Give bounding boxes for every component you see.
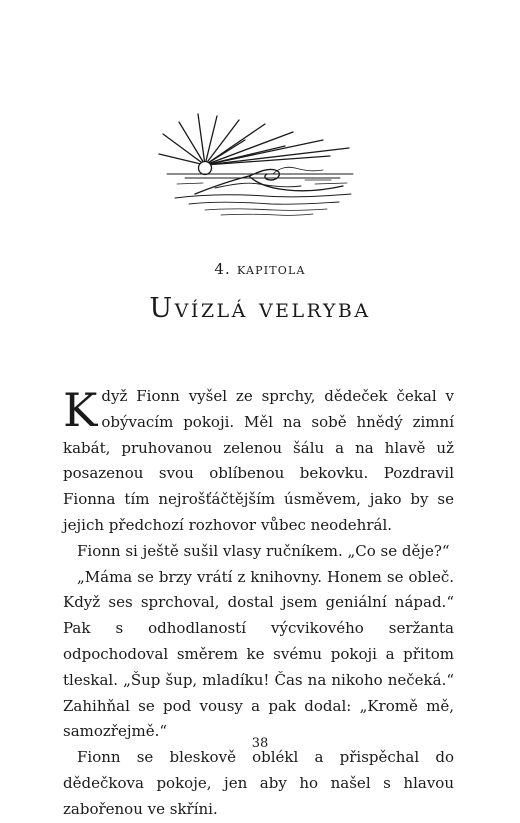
paragraph	[63, 384, 454, 539]
page-number: 38	[251, 736, 269, 751]
paragraph: „Máma se brzy vrátí z knihovny. Honem se obleč. Když ses sprchoval, dostal jsem geniální nápad.“ Pak s odhodlaností výcvikového seržanta odpochodoval směrem ke svému pokoji a přitom tleskal. „Šup šup, mladíku! Čas na nikoho nečeká.“ Zahihňal se pod vousy a pak dodal: „Kromě mě, samozřejmě.“	[63, 567, 454, 741]
drop-cap: K	[63, 383, 98, 437]
chapter-title: Uvízlá velryba	[149, 293, 371, 324]
sun-rays	[159, 114, 349, 165]
chapter-number: 4. kapitola	[214, 260, 306, 278]
paragraph-text: dyž Fionn vyšel ze sprchy, dědeček čekal v obývacím pokoji. Měl na sobě hnědý zimní kabát, pruhovanou zelenou šálu a na hlavě už posazenou svou oblíbenou bekovku. Pozdravil Fionna tím nejrošťáčtějším úsměvem, jako by se jejich předchozí rozhovor vůbec neodehrál.	[63, 387, 454, 534]
chapter-body	[63, 384, 454, 823]
sunset-over-waves-icon	[155, 110, 365, 220]
paragraph: Fionn si ještě sušil vlasy ručníkem. „Co se děje?“	[77, 541, 450, 560]
sun-disc	[199, 162, 212, 175]
paragraph: Fionn se bleskově oblékl a přispěchal do dědečkova pokoje, jen aby ho našel s hlavou zabořenou ve skříni.	[63, 748, 454, 818]
